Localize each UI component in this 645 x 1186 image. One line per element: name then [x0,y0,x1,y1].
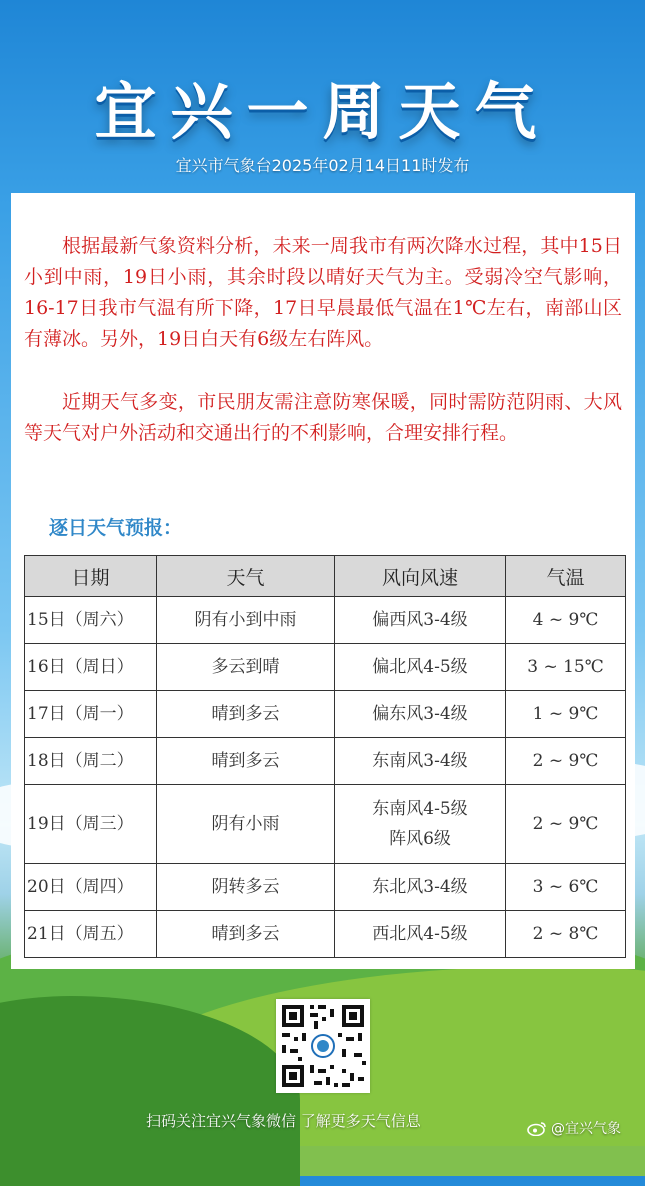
wind-cell: 偏北风4-5级 [335,644,506,691]
wind-line: 东南风4-5级 [372,799,468,819]
temp-cell: 2 ~ 8℃ [506,911,626,958]
weibo-icon [527,1121,547,1136]
table-row [25,911,626,958]
date-cell: 19日（周三） [25,785,157,864]
header-weather: 天气 [157,556,335,597]
weather-cell: 阴转多云 [157,864,335,911]
date-cell: 18日（周二） [25,738,157,785]
footer-text: 扫码关注宜兴气象微信 了解更多天气信息 [146,1112,421,1130]
page-title: 宜兴一周天气 [94,75,551,148]
wind-cell: 西北风4-5级 [335,911,506,958]
table-header-row [25,556,626,597]
wind-cell: 东南风3-4级 [335,738,506,785]
table-row [25,644,626,691]
temp-cell: 2 ~ 9℃ [506,785,626,864]
watermark-text: @宜兴气象 [551,1121,621,1137]
weather-cell: 阴有小雨 [157,785,335,864]
date-cell: 17日（周一） [25,691,157,738]
temp-cell: 3 ~ 15℃ [506,644,626,691]
weibo-watermark [527,1118,621,1138]
weather-cell: 多云到晴 [157,644,335,691]
weather-cell: 晴到多云 [157,691,335,738]
temp-cell: 3 ~ 6℃ [506,864,626,911]
table-row [25,785,626,864]
date-cell: 20日（周四） [25,864,157,911]
gust-line: 阵风6级 [389,829,451,849]
forecast-card [11,193,635,969]
table-row [25,864,626,911]
wind-cell: 偏西风3-4级 [335,597,506,644]
table-row [25,691,626,738]
date-cell: 16日（周日） [25,644,157,691]
temp-cell: 1 ~ 9℃ [506,691,626,738]
date-cell: 21日（周五） [25,911,157,958]
summary-paragraph-2: 近期天气多变，市民朋友需注意防寒保暖，同时需防范阴雨、大风等天气对户外活动和交通出行的不利影响，合理安排行程。 [24,391,622,444]
header-wind: 风向风速 [335,556,506,597]
section-title: 逐日天气预报： [49,517,183,539]
temp-cell: 4 ~ 9℃ [506,597,626,644]
table-row [25,738,626,785]
table-row [25,597,626,644]
date-cell: 15日（周六） [25,597,157,644]
qr-code-icon[interactable] [276,999,370,1093]
forecast-table [24,555,626,958]
temp-cell: 2 ~ 9℃ [506,738,626,785]
publish-info: 宜兴市气象台2025年02月14日11时发布 [175,156,470,175]
wind-cell [335,785,506,864]
weather-cell: 晴到多云 [157,738,335,785]
weather-cell: 晴到多云 [157,911,335,958]
summary-paragraph-1: 根据最新气象资料分析，未来一周我市有两次降水过程，其中15日小到中雨，19日小雨，其余时段以晴好天气为主。受弱冷空气影响，16-17日我市气温有所下降，17日早晨最低气温在1℃左右，南部山区有薄冰。另外，19日白天有6级左右阵风。 [24,235,622,350]
wind-cell: 偏东风3-4级 [335,691,506,738]
header-temp: 气温 [506,556,626,597]
header-date: 日期 [25,556,157,597]
wind-cell: 东北风3-4级 [335,864,506,911]
weather-cell: 阴有小到中雨 [157,597,335,644]
